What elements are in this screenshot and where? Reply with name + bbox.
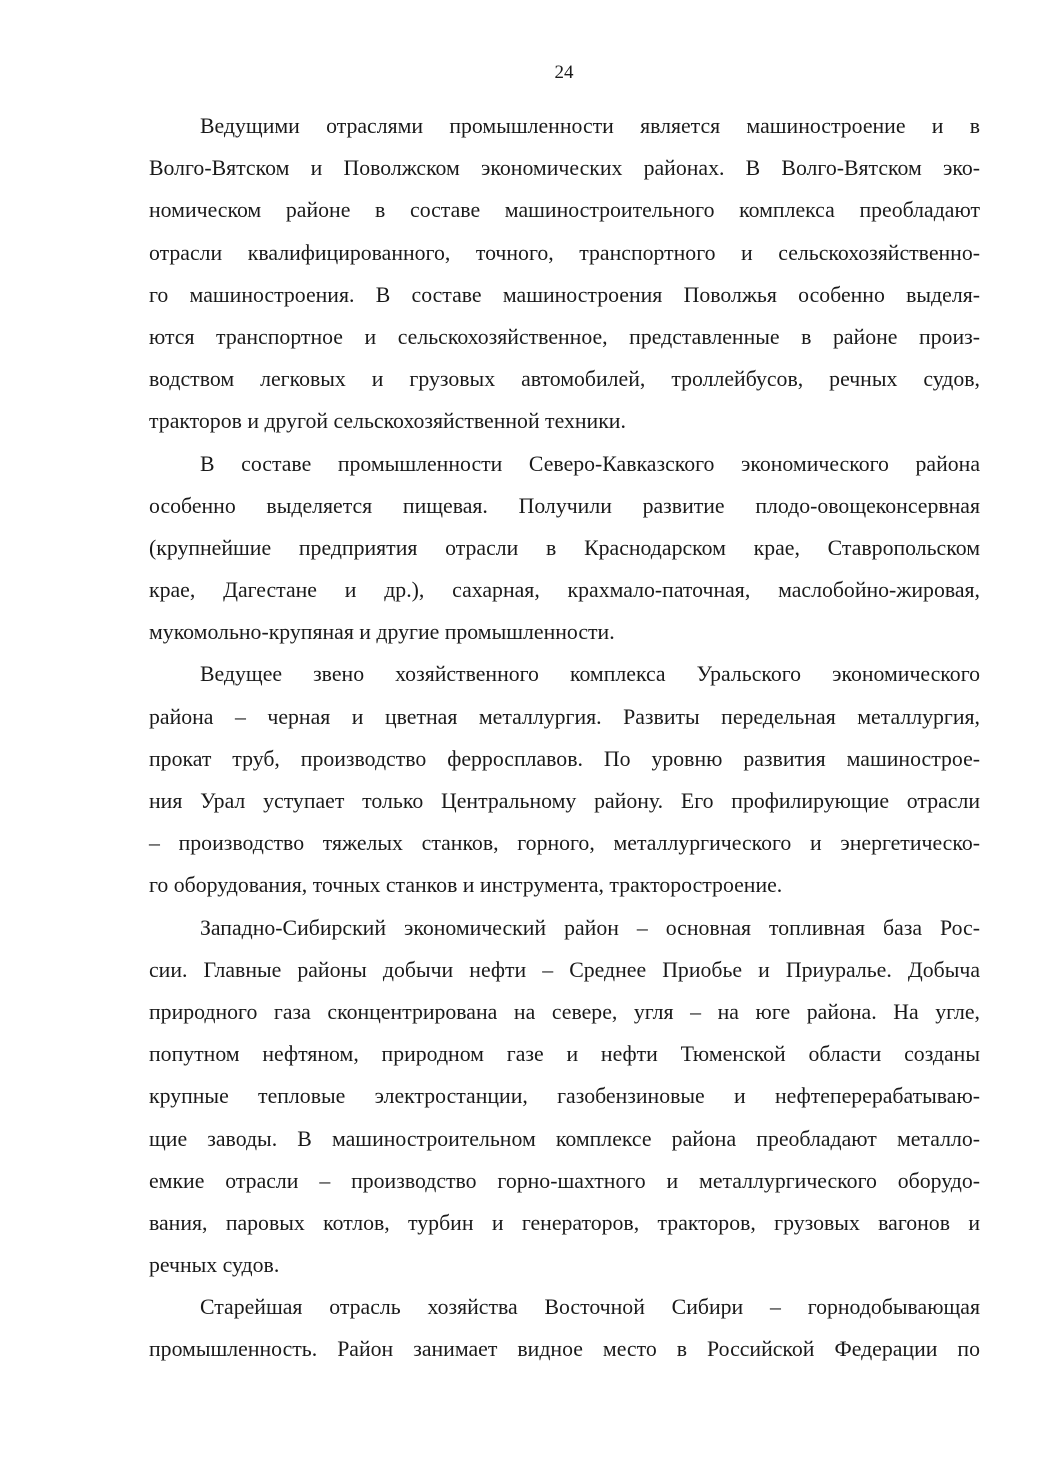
text-line: щие заводы. В машиностроительном комплексе района преобладают металло- [149,1126,980,1151]
text-line: Волго-Вятском и Поволжском экономических районах. В Волго-Вятском эко- [149,156,980,181]
text-line: вания, паровых котлов, турбин и генераторов, тракторов, грузовых вагонов и [149,1210,980,1235]
text-line: сии. Главные районы добычи нефти – Среднее Приобье и Приуралье. Добыча [149,957,980,982]
text-line: Ведущими отраслями промышленности является машиностроение и в [200,114,980,138]
text-line: природного газа сконцентрирована на севере, угля – на юге района. На угле, [149,999,980,1024]
text-line: номическом районе в составе машиностроительного комплекса преобладают [149,198,980,223]
text-line: – производство тяжелых станков, горного, металлургического и энергетическо- [149,831,980,856]
text-line: района – черная и цветная металлургия. Развиты передельная металлургия, [149,704,980,729]
text-line: Старейшая отрасль хозяйства Восточной Сибири – горнодобывающая [200,1295,980,1320]
text-line: прокат труб, производство ферросплавов. По уровню развития машинострое- [149,746,980,771]
text-line: ния Урал уступает только Центральному району. Его профилирующие отрасли [149,789,980,813]
text-line: промышленность. Район занимает видное место в Российской Федерации по [149,1337,980,1362]
text-line: Ведущее звено хозяйственного комплекса Уральского экономического [200,662,980,687]
paragraph [149,907,980,1287]
text-line: го оборудования, точных станков и инструмента, тракторостроение. [149,873,783,898]
text-line: тракторов и другой сельскохозяйственной техники. [149,409,626,434]
text-line: емкие отрасли – производство горно-шахтного и металлургического оборудо- [149,1168,980,1193]
text-line: попутном нефтяном, природном газе и нефти Тюменской области созданы [149,1042,980,1067]
text-line: (крупнейшие предприятия отрасли в Краснодарском крае, Ставропольском [149,535,980,560]
paragraph [149,653,980,906]
page-number: 24 [554,62,574,83]
text-line: крае, Дагестане и др.), сахарная, крахмало-паточная, маслобойно-жировая, [149,578,980,603]
document-body [149,105,980,1371]
text-line: крупные тепловые электростанции, газобензиновые и нефтеперерабатываю- [149,1084,980,1109]
text-line: водством легковых и грузовых автомобилей, троллейбусов, речных судов, [149,367,980,392]
text-line: го машиностроения. В составе машиностроения Поволжья особенно выделя- [149,282,980,307]
text-line: речных судов. [149,1253,280,1278]
paragraph [149,105,980,443]
text-line: особенно выделяется пищевая. Получили развитие плодо-овощеконсервная [149,493,980,518]
text-line: В составе промышленности Северо-Кавказского экономического района [200,451,980,476]
text-line: мукомольно-крупяная и другие промышленности. [149,620,615,645]
text-line: Западно-Сибирский экономический район – основная топливная база Рос- [200,915,980,940]
paragraph [149,1286,980,1370]
text-line: отрасли квалифицированного, точного, транспортного и сельскохозяйственно- [149,240,980,265]
paragraph [149,443,980,654]
text-line: ются транспортное и сельскохозяйственное, представленные в районе произ- [149,324,980,349]
